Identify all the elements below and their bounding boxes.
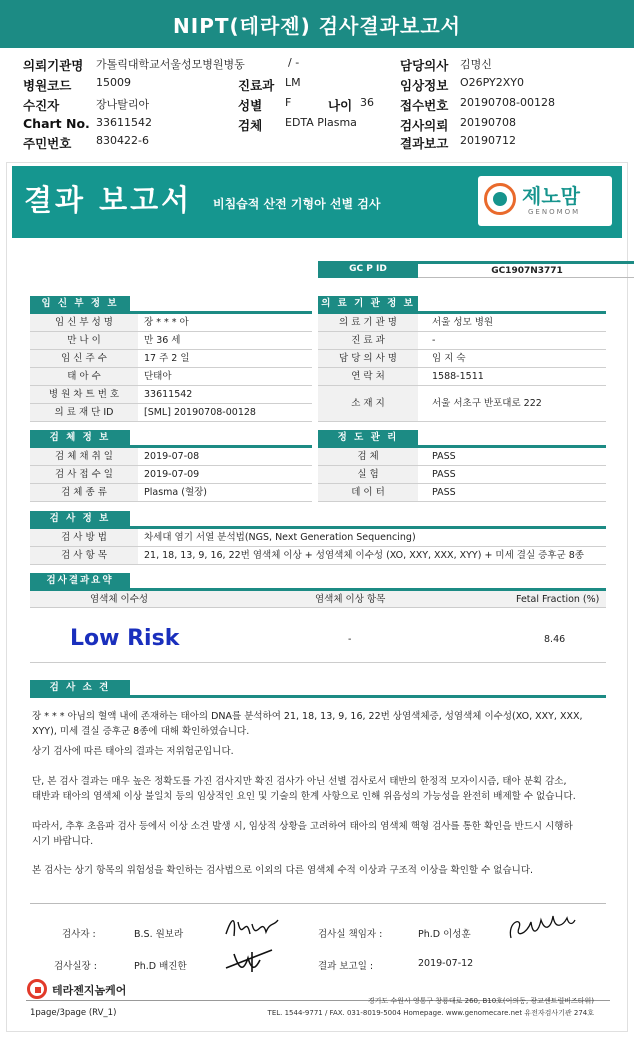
row-label: 데 이 터 [318, 484, 418, 501]
summary-col-aneuploidy: 염색체 이수성 [90, 594, 149, 605]
section-findings-title: 검 사 소 견 [30, 680, 130, 695]
row-value: 33611542 [144, 389, 193, 400]
row-value: 임 지 숙 [432, 353, 466, 364]
report-date: 2019-07-12 [418, 958, 474, 969]
meta-dept: LM [285, 76, 301, 89]
table-row [30, 448, 312, 466]
table-row [30, 547, 606, 565]
logo-text: 제노맘 [522, 184, 580, 208]
row-value: 2019-07-09 [144, 469, 200, 480]
genomom-logo-icon [484, 183, 516, 215]
row-value: 단태아 [144, 371, 172, 382]
meta-clinical: O26PY2XY0 [460, 76, 525, 89]
row-value: PASS [432, 451, 456, 462]
row-value: 1588-1511 [432, 371, 484, 382]
findings-line: 단, 본 검사 결과는 매우 높은 정확도를 가진 검사지만 확진 검사가 아닌 선별 검사로서 태반의 한정적 모자이시즘, 태아 분획 감소, [32, 776, 567, 787]
gc-pid-label: GC P ID [318, 261, 418, 278]
meta-institution: 가톨릭대학교서울성모병원병동 [96, 58, 245, 71]
meta-label-rrn: 주민번호 [23, 136, 72, 151]
row-label: 의 료 재 단 ID [30, 404, 138, 421]
company-name: 테라젠지놈케어 [52, 984, 127, 997]
findings-line: XYY), 미세 결실 증후군 8종에 대해 확인하였습니다. [32, 726, 250, 737]
summary-header-row [30, 591, 606, 608]
head-signature [222, 944, 278, 974]
logo-subtext: GENOMOM [528, 208, 581, 216]
report-header: NIPT(테라젠) 검사결과보고서 [0, 0, 634, 48]
meta-label-age: 나이 [328, 98, 353, 113]
findings-line: 태반과 태아의 염색체 이상 불일치 등의 임상적인 요인 및 기술의 한계 사항으로 인해 위음성의 가능성을 완전히 배제할 수 없습니다. [32, 791, 576, 802]
meta-hospital-code: 15009 [96, 76, 131, 89]
row-value: 서울 서초구 반포대로 222 [432, 398, 542, 409]
row-label: 만 나 이 [30, 332, 138, 349]
row-label: 태 아 수 [30, 368, 138, 385]
section-test-title: 검 사 정 보 [30, 511, 130, 526]
findings-paragraph-5: 본 검사는 상기 항목의 위험성을 확인하는 검사법으로 이외의 다른 염색체 수적 이상과 구조적 이상을 확인할 수 없습니다. [32, 865, 534, 876]
meta-chart: 33611542 [96, 116, 152, 129]
findings-paragraph-3 [32, 774, 612, 804]
meta-label-sex: 성별 [238, 98, 263, 113]
findings-line: 따라서, 추후 초음파 검사 등에서 이상 소견 발생 시, 임상적 상황을 고려하여 태아의 염색체 핵형 검사를 통한 확인을 반드시 시행하 [32, 821, 573, 832]
table-row [318, 484, 606, 502]
meta-sex: F [285, 96, 292, 109]
company-contact: TEL. 1544-9771 / FAX. 031-8019-5004 Homepage. www.genomecare.net 유전자검사기관 274호 [267, 1009, 594, 1017]
row-label: 검 체 [318, 448, 418, 465]
row-value: 2019-07-08 [144, 451, 200, 462]
meta-receipt: 20190708-00128 [460, 96, 555, 109]
table-row [318, 350, 606, 368]
terragen-logo-icon [27, 979, 47, 999]
meta-patient: 장나탈리아 [96, 98, 150, 111]
chief-label: 검사실 책임자 : [318, 929, 383, 940]
row-value: PASS [432, 487, 456, 498]
table-row [30, 386, 312, 404]
result-low-risk: Low Risk [70, 626, 180, 651]
table-row [30, 529, 606, 547]
banner-subtitle: 비침습적 산전 기형아 선별 검사 [213, 197, 381, 211]
table-row [30, 368, 312, 386]
banner-title: 결과 보고서 [24, 183, 193, 217]
examiner-signature [222, 912, 280, 942]
table-row [318, 314, 606, 332]
row-value: 차세대 염기 서열 분석법(NGS, Next Generation Sequencing) [144, 532, 416, 543]
meta-label-patient: 수진자 [23, 98, 60, 113]
row-value: 장 * * * 아 [144, 317, 189, 328]
findings-paragraph-1 [32, 709, 612, 739]
row-label: 검 사 접 수 일 [30, 466, 138, 483]
row-value: 17 주 2 일 [144, 353, 190, 364]
table-row [318, 386, 606, 422]
examiner-label: 검사자 : [62, 929, 96, 940]
row-label: 진 료 과 [318, 332, 418, 349]
table-row [318, 448, 606, 466]
meta-label-clinical: 임상정보 [400, 78, 449, 93]
row-label: 검 체 종 류 [30, 484, 138, 501]
meta-label-chart: Chart No. [23, 116, 90, 131]
row-value: PASS [432, 469, 456, 480]
row-label: 담 당 의 사 명 [318, 350, 418, 367]
meta-label-receipt: 접수번호 [400, 98, 449, 113]
summary-bottom-line [30, 662, 606, 663]
row-value: [SML] 20190708-00128 [144, 407, 256, 418]
table-row [30, 484, 312, 502]
chief-name: Ph.D 이성훈 [418, 929, 471, 940]
table-row [318, 332, 606, 350]
summary-col-abnormal: 염색체 이상 항목 [315, 594, 386, 605]
row-label: 연 락 처 [318, 368, 418, 385]
row-label: 실 험 [318, 466, 418, 483]
meta-specimen: EDTA Plasma [285, 116, 357, 129]
chief-signature [505, 908, 577, 944]
head-label: 검사실장 : [54, 961, 97, 972]
examiner-name: B.S. 원보라 [134, 929, 184, 940]
row-label: 검 체 채 취 일 [30, 448, 138, 465]
row-label: 소 재 지 [318, 386, 418, 421]
row-label: 병 원 차 트 번 호 [30, 386, 138, 403]
section-divider [30, 695, 606, 698]
row-value: 만 36 세 [144, 335, 181, 346]
meta-ward: / - [288, 56, 300, 69]
section-pregnant-title: 임 신 부 정 보 [30, 296, 130, 311]
table-row [318, 368, 606, 386]
row-value: Plasma (혈장) [144, 487, 208, 498]
table-row [30, 332, 312, 350]
meta-label-dept: 진료과 [238, 78, 275, 93]
findings-bottom-line [30, 903, 606, 904]
table-row [30, 350, 312, 368]
request-meta [0, 56, 634, 156]
row-label: 임 신 부 성 명 [30, 314, 138, 331]
row-value: 서울 성모 병원 [432, 317, 494, 328]
meta-rrn: 830422-6 [96, 134, 149, 147]
page-indicator: 1page/3page (RV_1) [30, 1008, 117, 1018]
meta-label-hospital-code: 병원코드 [23, 78, 72, 93]
section-qc-title: 정 도 관 리 [318, 430, 418, 445]
section-summary-title: 검사결과요약 [30, 573, 130, 588]
meta-label-specimen: 검체 [238, 118, 263, 133]
meta-age: 36 [360, 96, 374, 109]
meta-label-report: 결과보고 [400, 136, 449, 151]
findings-line: 시기 바랍니다. [32, 836, 94, 847]
section-specimen-title: 검 체 정 보 [30, 430, 130, 445]
summary-col-ff: Fetal Fraction (%) [516, 594, 600, 605]
findings-line: 장 * * * 아님의 혈액 내에 존재하는 태아의 DNA를 분석하여 21, 18, 13, 9, 16, 22번 상염색체증, 성염색체 이수성(XO, XXY, XXX, [32, 711, 583, 722]
table-row [30, 314, 312, 332]
findings-paragraph-4 [32, 819, 612, 849]
row-label: 의 료 기 관 명 [318, 314, 418, 331]
result-abnormal-item: - [348, 634, 352, 645]
row-label: 검 사 항 목 [30, 547, 138, 564]
table-row [318, 466, 606, 484]
gc-pid-value: GC1907N3771 [418, 261, 634, 278]
head-name: Ph.D 배진한 [134, 961, 187, 972]
report-date-label: 결과 보고일 : [318, 961, 374, 972]
meta-label-doctor: 담당의사 [400, 58, 449, 73]
table-row [30, 404, 312, 422]
findings-paragraph-2: 상기 검사에 따른 태아의 결과는 저위험군입니다. [32, 746, 234, 757]
row-label: 임 신 주 수 [30, 350, 138, 367]
section-institution-title: 의 료 기 관 정 보 [318, 296, 418, 311]
row-value: - [432, 335, 436, 346]
genomom-logo [478, 176, 612, 226]
meta-label-request: 검사의뢰 [400, 118, 449, 133]
result-fetal-fraction: 8.46 [544, 634, 566, 645]
meta-label-institution: 의뢰기관명 [23, 58, 84, 73]
meta-request: 20190708 [460, 116, 516, 129]
row-label: 검 사 방 법 [30, 529, 138, 546]
table-row [30, 466, 312, 484]
row-value: 21, 18, 13, 9, 16, 22번 염색체 이상 + 성염색체 이수성 (XO, XXY, XXX, XYY) + 미세 결실 증후군 8종 [144, 550, 584, 561]
company-address: 경기도 수원시 영통구 창룡대로 260, B10호(이의동, 광교센트럴비즈타워) [367, 997, 594, 1005]
meta-report: 20190712 [460, 134, 516, 147]
meta-doctor: 김명신 [460, 58, 492, 71]
